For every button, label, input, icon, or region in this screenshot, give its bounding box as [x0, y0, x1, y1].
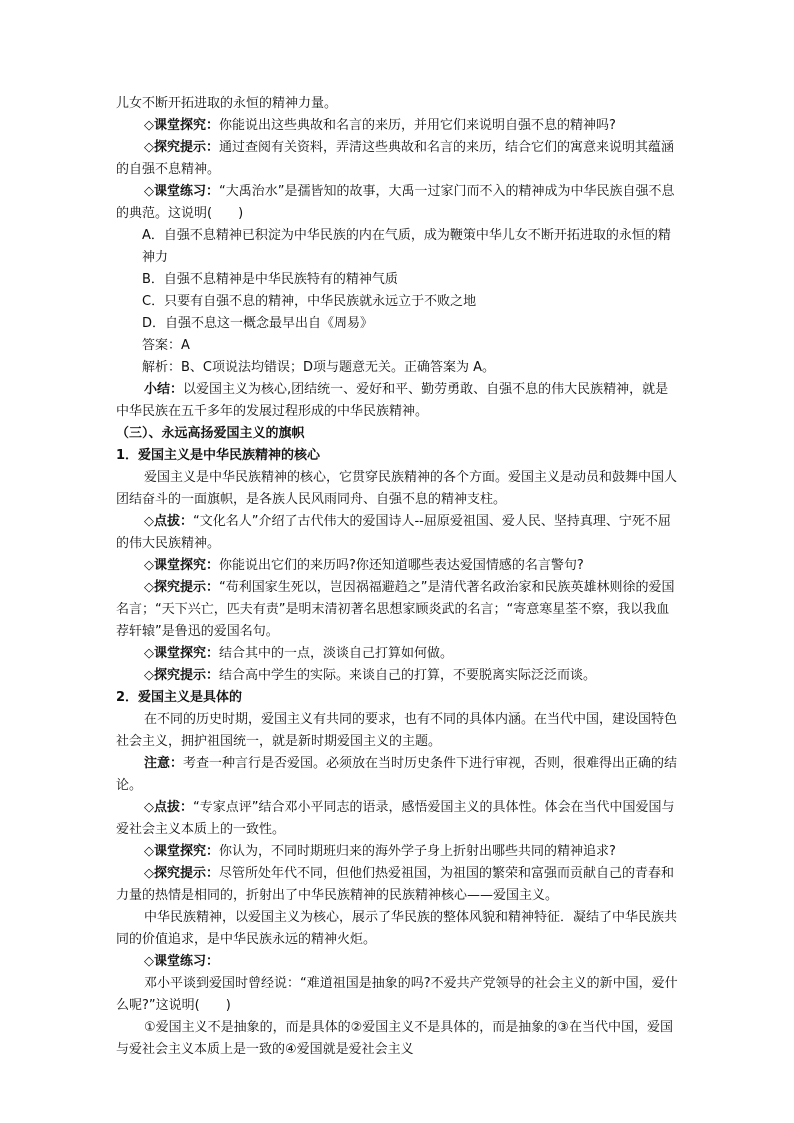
- document-page: [116, 93, 678, 1061]
- paragraph-text: 结合高中学生的实际。来谈自己的打算，不要脱离实际泛泛而谈。: [219, 668, 597, 683]
- paragraph-lead: 注意：: [144, 756, 184, 771]
- paragraph: [116, 1017, 678, 1061]
- paragraph: [116, 951, 678, 973]
- paragraph: [116, 511, 678, 555]
- paragraph-text: C．只要有自强不息的精神，中华民族就永远立于不败之地: [142, 294, 477, 309]
- paragraph: [116, 269, 678, 291]
- paragraph-text: B．自强不息精神是中华民族特有的精神气质: [142, 272, 398, 287]
- paragraph: [116, 709, 678, 753]
- paragraph-text: 答案：A: [142, 338, 190, 353]
- paragraph-text: 在不同的历史时期，爱国主义有共同的要求，也有不同的具体内涵。在当代中国，建设国特色社会主义，拥护祖国统一，就是新时期爱国主义的主题。: [116, 712, 678, 749]
- paragraph: [116, 665, 678, 687]
- paragraph-lead: ◇探究提示：: [144, 140, 219, 155]
- paragraph-text: 通过查阅有关资料，弄清这些典故和名言的来历，结合它们的寓意来说明其蕴涵的自强不息精神。: [116, 140, 675, 177]
- paragraph: [116, 555, 678, 577]
- paragraph-lead: ◇点拔：: [144, 514, 193, 529]
- paragraph: [116, 291, 678, 313]
- paragraph-text: 2．爱国主义是具体的: [116, 690, 243, 705]
- paragraph-text: “文化名人”介绍了古代伟大的爱国诗人--屈原爱祖国、爱人民、坚持真理、宁死不屈的伟大民族精神。: [116, 514, 671, 551]
- paragraph: [116, 907, 678, 951]
- paragraph: [116, 753, 678, 797]
- paragraph-lead: ◇课堂探究：: [144, 558, 219, 573]
- paragraph: [116, 467, 678, 511]
- paragraph: [116, 379, 678, 423]
- paragraph: [116, 357, 678, 379]
- paragraph: [116, 841, 678, 863]
- paragraph-text: 儿女不断开拓进取的永恒的精神力量。: [116, 96, 338, 111]
- paragraph-text: “苟利国家生死以，岂因祸福避趋之”是清代著名政治家和民族英雄林则徐的爱国名言；“天下兴亡，匹夫有责”是明末清初著名思想家顾炎武的名言；“寄意寒星荃不察，我以我血荐轩辕”是鲁迅的爱国名句。: [116, 580, 675, 639]
- paragraph: [116, 797, 678, 841]
- paragraph-text: 你认为，不同时期班归来的海外学子身上折射出哪些共同的精神追求?: [219, 844, 616, 859]
- paragraph-lead: 小结：: [144, 382, 184, 397]
- paragraph-text: 考查一种言行是否爱国。必须放在当时历史条件下进行审视，否则，很难得出正确的结论。: [116, 756, 678, 793]
- paragraph-text: 尽管所处年代不同，但他们热爱祖国，为祖国的繁荣和富强而贡献自己的青春和力量的热情是相同的，折射出了中华民族精神的民族精神核心——爱国主义。: [116, 866, 675, 903]
- paragraph: [116, 181, 678, 225]
- paragraph: [116, 643, 678, 665]
- paragraph-lead: ◇探究提示：: [144, 866, 219, 881]
- paragraph-text: 爱国主义是中华民族精神的核心，它贯穿民族精神的各个方面。爱国主义是动员和鼓舞中国人团结奋斗的一面旗帜，是各族人民风雨同舟、自强不息的精神支柱。: [116, 470, 678, 507]
- paragraph-lead: ◇探究提示：: [144, 668, 219, 683]
- paragraph: [116, 115, 678, 137]
- paragraph: [116, 973, 678, 1017]
- paragraph-text: A．自强不息精神已积淀为中华民族的内在气质，成为鞭策中华儿女不断开拓进取的永恒的精神力: [142, 228, 671, 265]
- paragraph-lead: ◇点拔：: [144, 800, 193, 815]
- paragraph: [116, 335, 678, 357]
- paragraph-text: 1．爱国主义是中华民族精神的核心: [116, 448, 321, 463]
- paragraph-text: 结合其中的一点，淡谈自己打算如何做。: [219, 646, 454, 661]
- paragraph-text: 你能说出这些典故和名言的来历，并用它们来说明自强不息的精神吗?: [219, 118, 616, 133]
- paragraph-text: ①爱国主义不是抽象的，而是具体的②爱国主义不是具体的，而是抽象的③在当代中国，爱国与爱社会主义本质上是一致的④爱国就是爱社会主义: [116, 1020, 673, 1057]
- paragraph: [116, 225, 678, 269]
- paragraph-lead: ◇课堂探究：: [144, 118, 219, 133]
- section-heading: [116, 687, 678, 709]
- paragraph-lead: ◇课堂练习：: [144, 954, 219, 969]
- paragraph-text: “专家点评”结合邓小平同志的语录，感悟爱国主义的具体性。体会在当代中国爱国与爱社会主义本质上的一致性。: [116, 800, 675, 837]
- paragraph: [116, 577, 678, 643]
- paragraph: [116, 313, 678, 335]
- paragraph: [116, 93, 678, 115]
- section-heading: [116, 423, 678, 445]
- paragraph-text: 邓小平谈到爱国时曾经说：“难道祖国是抽象的吗?不爱共产党领导的社会主义的新中国，爱什么呢?”这说明( ): [116, 976, 678, 1013]
- paragraph-text: 你能说出它们的来历吗?你还知道哪些表达爱国情感的名言警句?: [219, 558, 584, 573]
- paragraph: [116, 137, 678, 181]
- paragraph-lead: ◇探究提示：: [144, 580, 219, 595]
- paragraph-lead: ◇课堂探究：: [144, 646, 219, 661]
- paragraph-lead: ◇课堂练习：: [144, 184, 219, 199]
- paragraph-text: 中华民族精神，以爱国主义为核心，展示了华民族的整体风貌和精神特征．凝结了中华民族共同的价值追求，是中华民族永远的精神火炬。: [116, 910, 678, 947]
- paragraph-text: D．自强不息这一概念最早出自《周易》: [142, 316, 374, 331]
- paragraph-text: （三）、永远高扬爱国主义的旗帜: [116, 426, 305, 441]
- paragraph-text: “大禹治水”是孺皆知的故事，大禹一过家门而不入的精神成为中华民族自强不息的典范。这说明( ): [116, 184, 675, 221]
- paragraph-text: 以爱国主义为核心,团结统一、爱好和平、勤劳勇敢、自强不息的伟大民族精神，就是中华民族在五千多年的发展过程形成的中华民族精神。: [116, 382, 669, 419]
- paragraph-lead: ◇课堂探究：: [144, 844, 219, 859]
- section-heading: [116, 445, 678, 467]
- paragraph: [116, 863, 678, 907]
- paragraph-text: 解析：B、C项说法均错误；D项与题意无关。正确答案为 A。: [142, 360, 496, 375]
